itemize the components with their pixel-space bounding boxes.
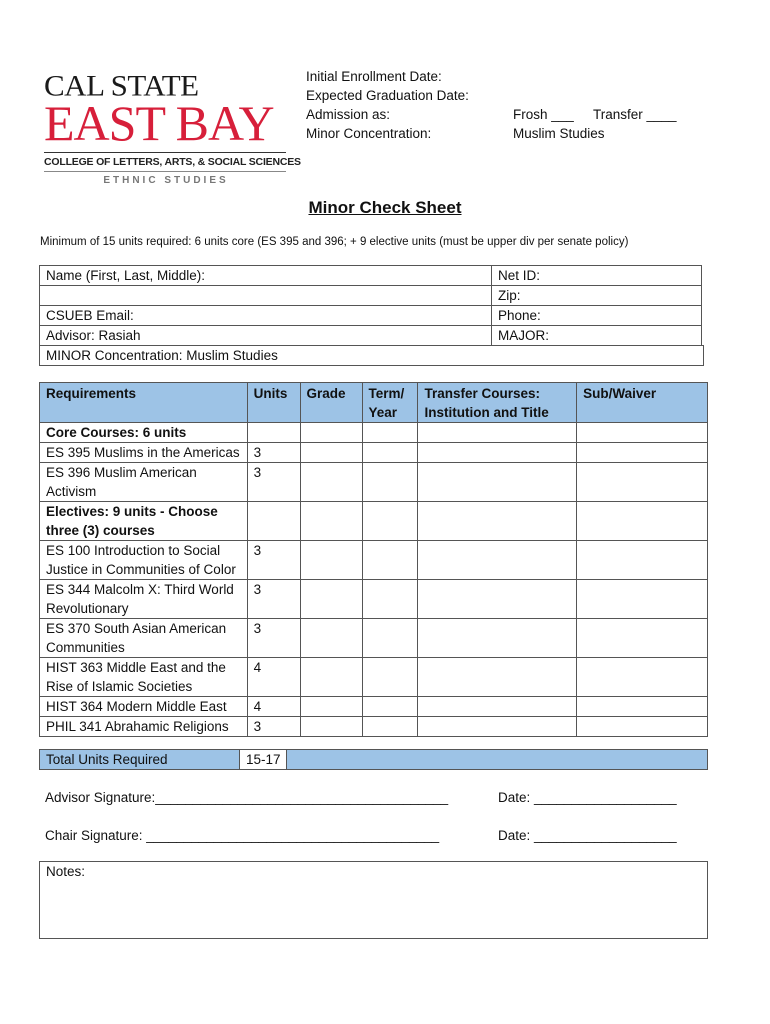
logo-cal-state: CAL STATE xyxy=(44,68,199,103)
section-heading-electives: Electives: 9 units - Choose three (3) courses xyxy=(40,502,248,541)
total-units-value: 15-17 xyxy=(240,750,287,769)
table-row xyxy=(40,717,708,737)
sub-waiver-cell[interactable] xyxy=(577,502,708,541)
grade-cell[interactable] xyxy=(300,423,362,443)
transfer-cell[interactable] xyxy=(418,502,577,541)
grade-cell[interactable] xyxy=(300,443,362,463)
table-row xyxy=(40,463,708,502)
advisor-field[interactable]: Advisor: Rasiah xyxy=(40,326,492,345)
transfer-cell[interactable] xyxy=(418,658,577,697)
requirement-cell: PHIL 341 Abrahamic Religions xyxy=(40,717,248,737)
term-year-cell[interactable] xyxy=(362,463,418,502)
grade-cell[interactable] xyxy=(300,658,362,697)
table-row xyxy=(40,443,708,463)
logo-east-bay: EAST BAY xyxy=(44,95,274,151)
sub-waiver-cell[interactable] xyxy=(577,443,708,463)
admission-label: Admission as: xyxy=(306,107,391,122)
enrollment-info xyxy=(306,67,677,143)
units-cell: 3 xyxy=(247,463,300,502)
table-row xyxy=(40,580,708,619)
sub-waiver-cell[interactable] xyxy=(577,463,708,502)
table-header-row xyxy=(40,383,708,423)
notes-box[interactable] xyxy=(39,861,708,939)
name-field[interactable]: Name (First, Last, Middle): xyxy=(40,266,492,285)
column-header-term-year: Term/ Year xyxy=(362,383,418,423)
transfer-cell[interactable] xyxy=(418,443,577,463)
sub-waiver-cell[interactable] xyxy=(577,658,708,697)
grade-cell[interactable] xyxy=(300,697,362,717)
transfer-cell[interactable] xyxy=(418,580,577,619)
table-row xyxy=(40,541,708,580)
grade-cell[interactable] xyxy=(300,580,362,619)
university-logo xyxy=(44,68,301,186)
student-info-row xyxy=(39,305,702,325)
logo-divider xyxy=(44,152,286,153)
term-year-cell[interactable] xyxy=(362,502,418,541)
units-cell: 3 xyxy=(247,717,300,737)
requirement-cell: ES 344 Malcolm X: Third World Revolutionary xyxy=(40,580,248,619)
total-units-label: Total Units Required xyxy=(40,750,240,769)
admission-frosh-field[interactable]: Frosh ___ xyxy=(513,107,574,122)
student-info-table xyxy=(39,265,702,366)
minor-concentration-label: Minor Concentration: xyxy=(306,126,432,141)
total-units-filler xyxy=(287,750,707,769)
grade-cell[interactable] xyxy=(300,717,362,737)
logo-college-name: COLLEGE OF LETTERS, ARTS, & SOCIAL SCIENCES xyxy=(44,156,301,168)
units-cell xyxy=(247,502,300,541)
requirement-cell: HIST 364 Modern Middle East xyxy=(40,697,248,717)
student-info-row xyxy=(39,345,704,366)
table-row xyxy=(40,423,708,443)
transfer-cell[interactable] xyxy=(418,717,577,737)
major-field[interactable]: MAJOR: xyxy=(498,328,550,343)
student-info-row xyxy=(39,265,702,285)
notes-label: Notes: xyxy=(46,864,86,879)
chair-signature-line[interactable]: Chair Signature: _______________________________________ xyxy=(45,828,440,843)
expected-graduation-label: Expected Graduation Date: xyxy=(306,88,469,103)
net-id-field[interactable]: Net ID: xyxy=(498,268,541,283)
column-header-units: Units xyxy=(247,383,300,423)
minor-concentration-field[interactable]: MINOR Concentration: Muslim Studies xyxy=(46,348,278,363)
requirement-cell: ES 100 Introduction to Social Justice in Communities of Color xyxy=(40,541,248,580)
column-header-requirements: Requirements xyxy=(40,383,248,423)
sub-waiver-cell[interactable] xyxy=(577,580,708,619)
chair-date-line[interactable]: Date: ___________________ xyxy=(498,828,677,843)
table-row xyxy=(40,658,708,697)
term-year-cell[interactable] xyxy=(362,580,418,619)
requirement-cell: ES 395 Muslims in the Americas xyxy=(40,443,248,463)
table-row xyxy=(40,502,708,541)
column-header-sub-waiver: Sub/Waiver xyxy=(577,383,708,423)
units-cell: 4 xyxy=(247,697,300,717)
term-year-cell[interactable] xyxy=(362,717,418,737)
grade-cell[interactable] xyxy=(300,463,362,502)
logo-department: ETHNIC STUDIES xyxy=(103,175,229,186)
transfer-cell[interactable] xyxy=(418,423,577,443)
sub-waiver-cell[interactable] xyxy=(577,541,708,580)
units-cell: 3 xyxy=(247,541,300,580)
initial-enrollment-label: Initial Enrollment Date: xyxy=(306,69,442,84)
units-cell: 4 xyxy=(247,658,300,697)
term-year-cell[interactable] xyxy=(362,443,418,463)
advisor-signature-line[interactable]: Advisor Signature:_______________________________________ xyxy=(45,790,449,805)
transfer-cell[interactable] xyxy=(418,541,577,580)
units-cell: 3 xyxy=(247,619,300,658)
sub-waiver-cell[interactable] xyxy=(577,697,708,717)
transfer-cell[interactable] xyxy=(418,463,577,502)
requirements-summary: Minimum of 15 units required: 6 units core (ES 395 and 396; + 9 elective units (must be upper div per senate policy) xyxy=(40,236,629,248)
term-year-cell[interactable] xyxy=(362,541,418,580)
sub-waiver-cell[interactable] xyxy=(577,717,708,737)
sub-waiver-cell[interactable] xyxy=(577,423,708,443)
term-year-cell[interactable] xyxy=(362,423,418,443)
admission-transfer-field[interactable]: Transfer ____ xyxy=(593,107,677,122)
name-continued-field[interactable] xyxy=(40,286,492,305)
term-year-cell[interactable] xyxy=(362,658,418,697)
units-cell: 3 xyxy=(247,443,300,463)
zip-field[interactable]: Zip: xyxy=(498,288,521,303)
page-title: Minor Check Sheet xyxy=(308,198,462,217)
term-year-cell[interactable] xyxy=(362,697,418,717)
grade-cell[interactable] xyxy=(300,619,362,658)
column-header-grade: Grade xyxy=(300,383,362,423)
column-header-transfer-courses: Transfer Courses: Institution and Title xyxy=(418,383,577,423)
transfer-cell[interactable] xyxy=(418,619,577,658)
grade-cell[interactable] xyxy=(300,502,362,541)
minor-concentration-value: Muslim Studies xyxy=(513,126,605,141)
requirements-table xyxy=(39,382,708,737)
units-cell: 3 xyxy=(247,580,300,619)
requirement-cell: ES 396 Muslim American Activism xyxy=(40,463,248,502)
student-info-row xyxy=(39,285,702,305)
table-row xyxy=(40,619,708,658)
section-heading-core: Core Courses: 6 units xyxy=(40,423,248,443)
sub-waiver-cell[interactable] xyxy=(577,619,708,658)
requirement-cell: HIST 363 Middle East and the Rise of Islamic Societies xyxy=(40,658,248,697)
email-field[interactable]: CSUEB Email: xyxy=(40,306,492,325)
total-units-row xyxy=(39,749,708,770)
term-year-cell[interactable] xyxy=(362,619,418,658)
student-info-row xyxy=(39,325,702,345)
phone-field[interactable]: Phone: xyxy=(498,308,541,323)
grade-cell[interactable] xyxy=(300,541,362,580)
table-row xyxy=(40,697,708,717)
advisor-date-line[interactable]: Date: ___________________ xyxy=(498,790,677,805)
requirement-cell: ES 370 South Asian American Communities xyxy=(40,619,248,658)
transfer-cell[interactable] xyxy=(418,697,577,717)
units-cell xyxy=(247,423,300,443)
logo-divider xyxy=(44,171,286,172)
